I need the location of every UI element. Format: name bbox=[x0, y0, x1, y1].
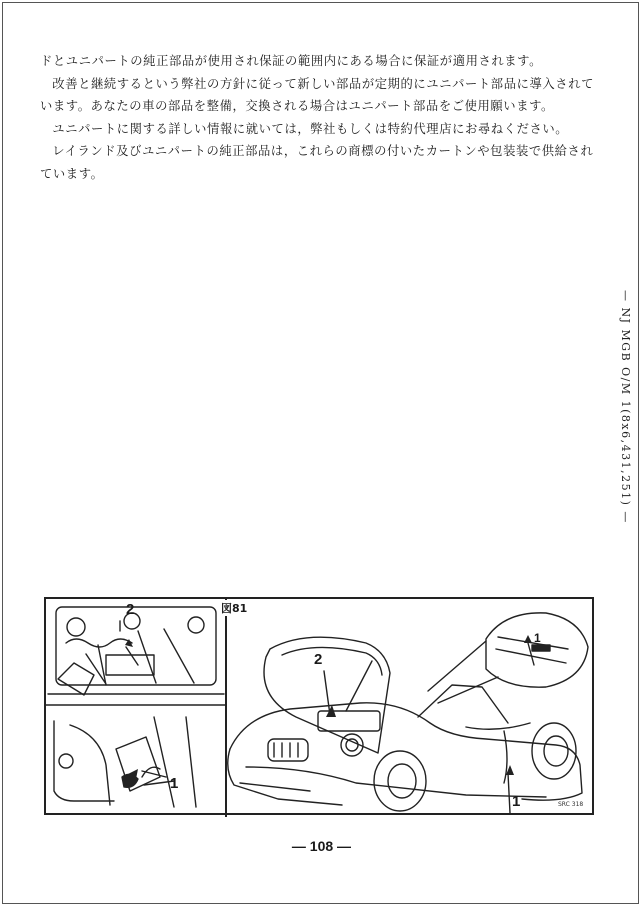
figure-illustration bbox=[46, 599, 596, 817]
drawing-code: SRC 318 bbox=[558, 801, 584, 808]
callout-engine-2: 2 bbox=[126, 601, 135, 618]
paragraph-3: ユニパートに関する詳しい情報に就いては，弊社もしくは特約代理店にお尋ねください。 bbox=[52, 121, 569, 136]
paragraph-2: 改善と継続するという弊社の方針に従って新しい部品が定期的にユニパート部品に導入されています。あなたの車の部品を整備，交換される場合はユニパート部品をご使用願います。 bbox=[40, 76, 594, 113]
figure-81 bbox=[44, 597, 594, 815]
figure-label: 図81 bbox=[221, 602, 248, 615]
callout-engine-1: 1 bbox=[170, 775, 179, 792]
paragraph-1: ドとユニパートの純正部品が使用され保証の範囲内にある場合に保証が適用されます。 bbox=[40, 54, 542, 68]
callout-car-2: 2 bbox=[314, 651, 323, 668]
page-number: — 108 — bbox=[291, 838, 352, 854]
callout-inset-1: 1 bbox=[534, 631, 541, 645]
side-margin-note: — NJ MGB O/M 1(8x6,431,251) — bbox=[619, 290, 632, 524]
paragraph-4: レイランド及びユニパートの純正部品は，これらの商標の付いたカートンや包装装で供給されています。 bbox=[40, 144, 594, 181]
body-text bbox=[40, 50, 596, 185]
callout-car-1: 1 bbox=[512, 793, 521, 810]
